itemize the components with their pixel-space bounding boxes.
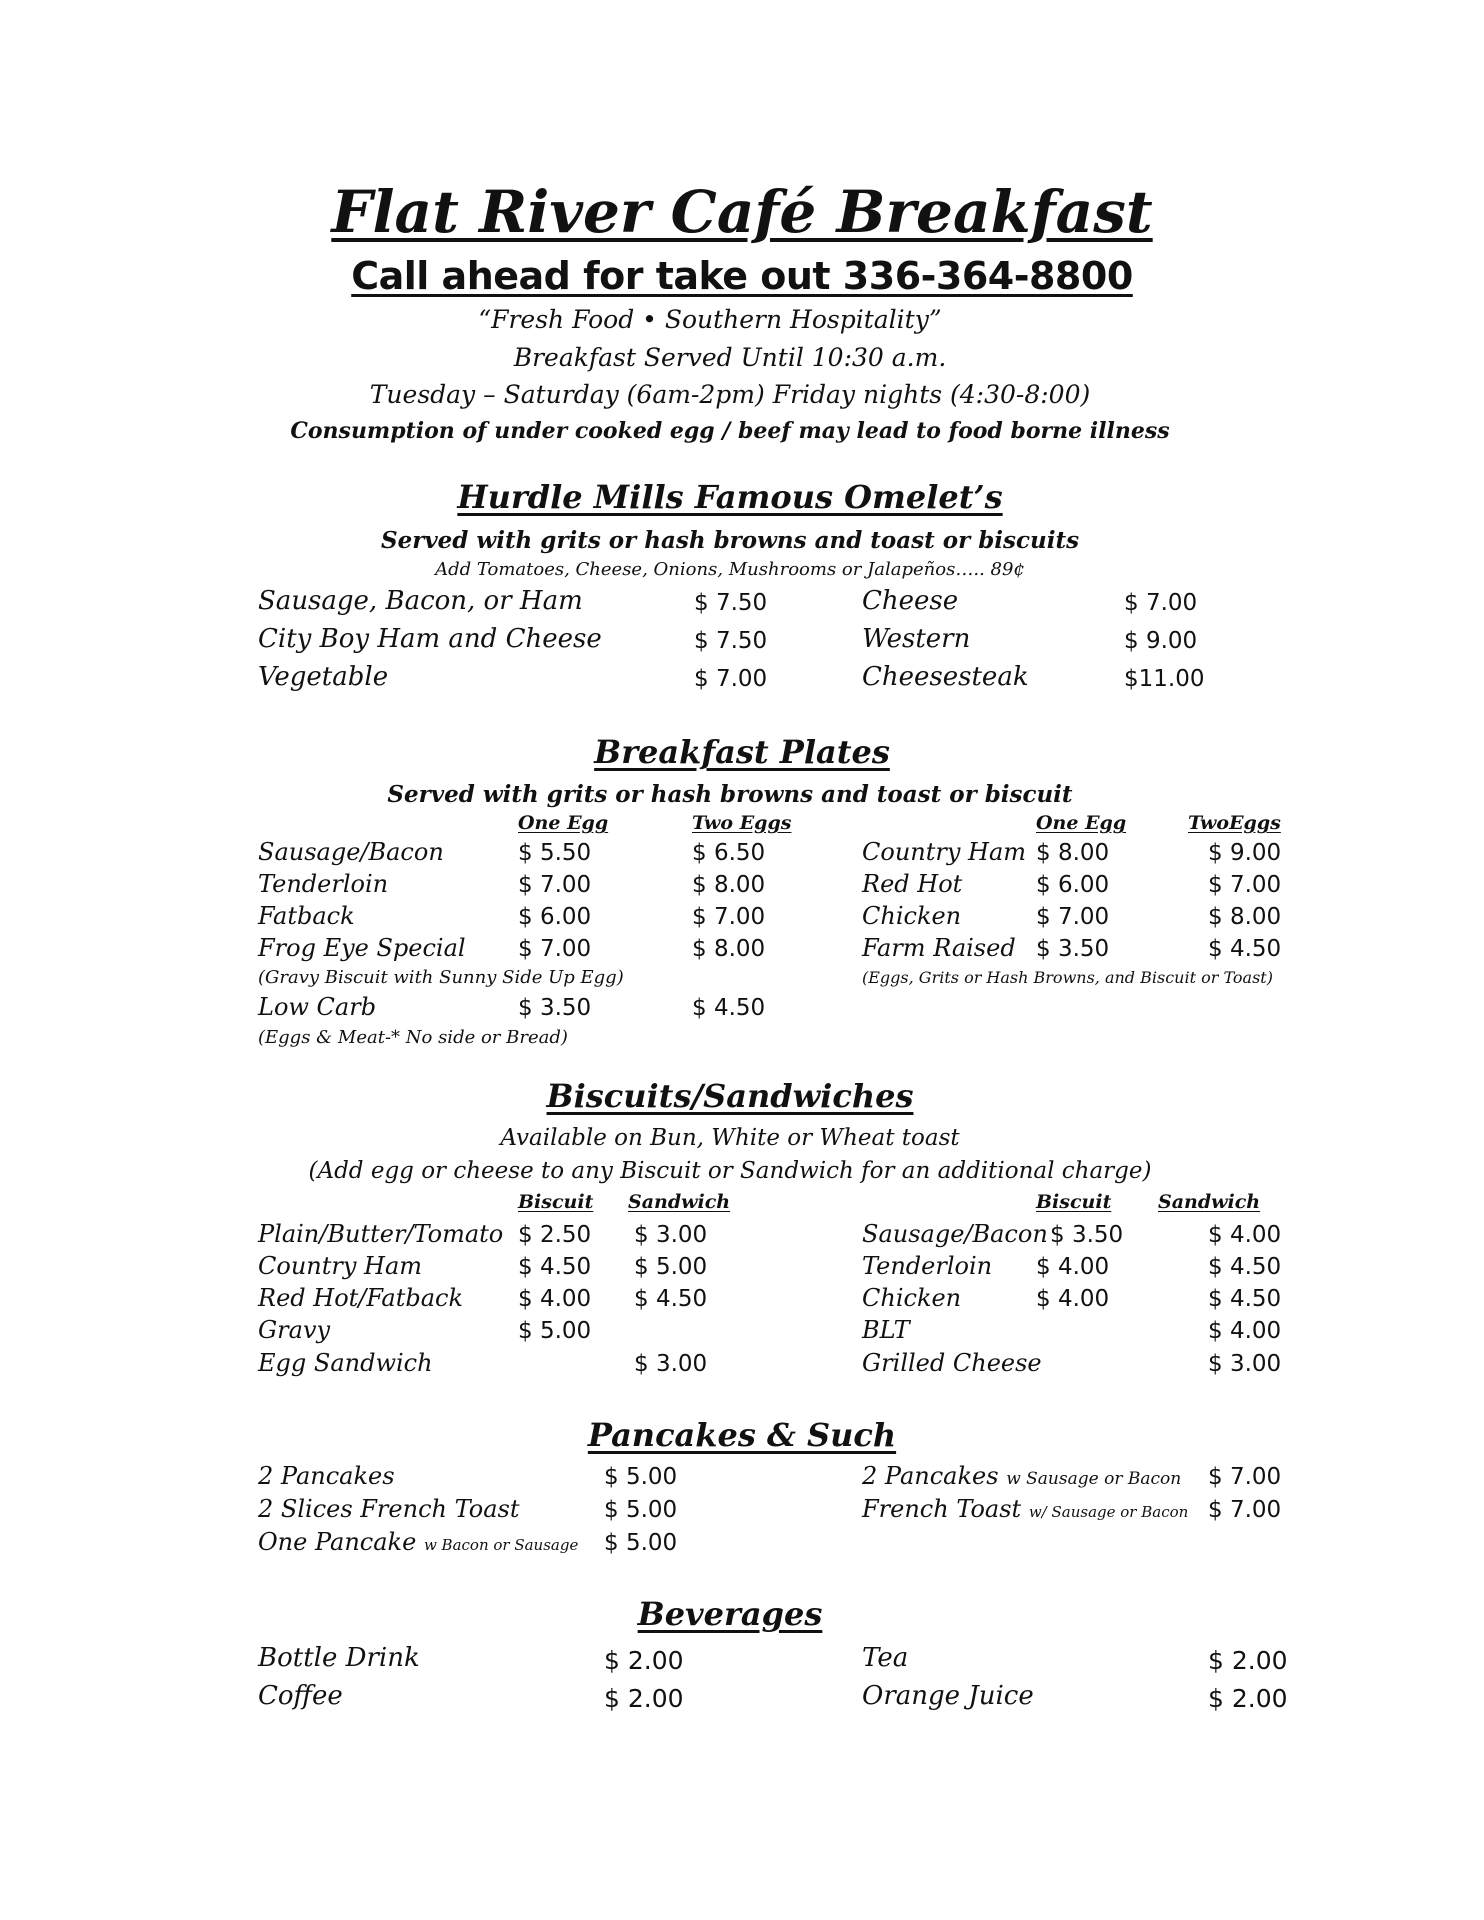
menu-item-name: Egg Sandwich [258,1349,433,1377]
menu-item-name: 2 Pancakes [862,1462,999,1490]
biscuits-note: (Add egg or cheese to any Biscuit or Sandwich for an additional charge) [308,1158,1152,1184]
menu-item-price: $ 5.00 [604,1464,678,1490]
column-header: Sandwich [1158,1191,1261,1213]
menu-item-price: $ 7.00 [694,666,768,692]
menu-item-price: $ 4.50 [1208,936,1282,962]
menu-item-price: $ 3.50 [1050,1222,1124,1248]
tagline: “Fresh Food • Southern Hospitality” [478,305,942,334]
menu-item-price: $ 2.00 [604,1646,684,1675]
menu-item-name: Cheese [862,586,959,616]
menu-item-price: $ 7.00 [518,872,592,898]
menu-item-price: $ 8.00 [692,872,766,898]
menu-item-price: $ 4.50 [1208,1286,1282,1312]
call-ahead-phone: Call ahead for take out 336-364-8800 [351,254,1133,298]
menu-item-name: Chicken [862,1284,962,1312]
omelets-addons: Add Tomatoes, Cheese, Onions, Mushrooms or Jalapeños….. 89¢ [435,559,1025,580]
item-note: (Eggs, Grits or Hash Browns, and Biscuit or Toast) [862,968,1273,987]
column-header: Biscuit [1036,1191,1112,1213]
served-until: Breakfast Served Until 10:30 a.m. [513,343,947,372]
menu-item-price: $ 7.00 [518,936,592,962]
menu-item-price: $ 2.00 [604,1684,684,1713]
menu-item-price: $ 8.00 [692,936,766,962]
menu-item-name: BLT [862,1316,910,1344]
menu-item-name: Gravy [258,1316,331,1344]
menu-item-price: $ 4.50 [692,995,766,1021]
column-header: TwoEggs [1188,812,1281,834]
biscuits-heading: Biscuits/Sandwiches [546,1077,914,1115]
menu-item-price: $ 3.00 [634,1351,708,1377]
menu-item-price: $ 4.00 [1036,1286,1110,1312]
biscuits-subtitle: Available on Bun, White or Wheat toast [500,1125,960,1151]
menu-item-price: $ 9.00 [1124,628,1198,654]
menu-item-price: $ 5.00 [604,1497,678,1523]
menu-item-name: Red Hot [862,870,963,898]
column-header: Two Eggs [692,812,792,834]
menu-item-name: 2 Pancakes [258,1462,395,1490]
menu-item-price: $ 4.50 [1208,1254,1282,1280]
menu-item-price: $ 8.00 [1208,904,1282,930]
menu-item-name: Country Ham [258,1252,423,1280]
menu-item-name: One Pancake [258,1528,417,1556]
menu-item-name: Orange Juice [862,1681,1034,1711]
menu-item-price: $ 4.00 [1036,1254,1110,1280]
item-note: (Gravy Biscuit with Sunny Side Up Egg) [258,967,624,988]
menu-item-price: $ 4.00 [1208,1222,1282,1248]
menu-item-name: Low Carb [258,993,377,1021]
item-note: (Eggs & Meat-* No side or Bread) [258,1027,568,1048]
column-header: Sandwich [628,1191,731,1213]
plates-subtitle: Served with grits or hash browns and toast or biscuit [387,781,1073,808]
menu-item-name: Vegetable [258,662,389,692]
menu-item-name: Plain/Butter/Tomato [258,1220,504,1248]
menu-title: Flat River Café Breakfast [331,178,1153,246]
menu-item-price: $ 9.00 [1208,840,1282,866]
menu-item-price: $ 4.50 [518,1254,592,1280]
menu-item-name: Cheesesteak [862,662,1029,692]
menu-item [862,1462,1181,1490]
plates-heading: Breakfast Plates [594,733,890,771]
menu-item-price: $ 4.50 [634,1286,708,1312]
menu-item-price: $ 6.00 [1036,872,1110,898]
menu-item-price: $ 5.00 [634,1254,708,1280]
menu-item-price: $ 7.00 [1208,872,1282,898]
menu-item-name: Farm Raised [862,934,1016,962]
menu-item-price: $ 5.50 [518,840,592,866]
menu-item-name: Country Ham [862,838,1027,866]
menu-item-name: 2 Slices French Toast [258,1495,520,1523]
menu-item [258,1495,519,1523]
menu-item-extra: w Bacon or Sausage [423,1536,579,1554]
menu-item-price: $ 8.00 [1036,840,1110,866]
menu-item-price: $ 3.50 [1036,936,1110,962]
menu-item-price: $ 6.00 [518,904,592,930]
omelets-subtitle: Served with grits or hash browns and toast or biscuits [380,527,1080,554]
menu-item-price: $ 6.50 [692,840,766,866]
menu-item [258,1528,578,1556]
menu-item-price: $ 3.00 [634,1222,708,1248]
menu-item-name: Bottle Drink [258,1643,420,1673]
pancakes-heading: Pancakes & Such [587,1416,897,1454]
menu-item-name: Sausage/Bacon [258,838,444,866]
omelets-heading: Hurdle Mills Famous Omelet’s [457,478,1003,516]
menu-item-name: Red Hot/Fatback [258,1284,464,1312]
menu-item-price: $ 4.00 [1208,1318,1282,1344]
menu-item-price: $ 7.00 [1208,1497,1282,1523]
menu-item-name: Chicken [862,902,962,930]
menu-item-extra: w Sausage or Bacon [1006,1469,1182,1489]
menu-item-name: Western [862,624,971,654]
menu-item-name: Grilled Cheese [862,1349,1042,1377]
menu-item-name: Sausage/Bacon [862,1220,1048,1248]
menu-item-price: $ 3.50 [518,995,592,1021]
menu-item-price: $ 7.00 [1208,1464,1282,1490]
menu-item-name: French Toast [862,1495,1022,1523]
menu-item-price: $ 2.00 [1208,1646,1288,1675]
menu-item-price: $ 7.00 [1036,904,1110,930]
menu-item-price: $ 7.00 [1124,590,1198,616]
menu-item-price: $ 2.50 [518,1222,592,1248]
menu-item-name: Coffee [258,1681,343,1711]
menu-item-name: Frog Eye Special [258,934,466,962]
menu-item-price: $ 2.00 [1208,1684,1288,1713]
menu-item-extra: w/ Sausage or Bacon [1028,1503,1189,1521]
beverages-heading: Beverages [637,1595,823,1633]
menu-item-price: $ 5.00 [518,1318,592,1344]
column-header: Biscuit [518,1191,594,1213]
menu-item-price: $ 4.00 [518,1286,592,1312]
menu-item-name: Tenderloin [862,1252,993,1280]
menu-item-price: $ 5.00 [604,1530,678,1556]
menu-item-name: Sausage, Bacon, or Ham [258,586,583,616]
menu-item [862,1495,1188,1523]
menu-item-price: $ 7.00 [692,904,766,930]
menu-item-price: $ 3.00 [1208,1351,1282,1377]
menu-item-name: Tenderloin [258,870,389,898]
food-warning: Consumption of under cooked egg / beef may lead to food borne illness [290,418,1170,444]
menu-item-name: Fatback [258,902,355,930]
column-header: One Egg [518,812,609,834]
menu-item-name: City Boy Ham and Cheese [258,624,602,654]
menu-item-price: $11.00 [1124,666,1205,692]
menu-item-price: $ 7.50 [694,628,768,654]
menu-item-name: Tea [862,1643,909,1673]
menu-item [258,1462,395,1490]
hours: Tuesday – Saturday (6am-2pm) Friday nights (4:30-8:00) [369,380,1091,409]
menu-item-price: $ 7.50 [694,590,768,616]
column-header: One Egg [1036,812,1127,834]
